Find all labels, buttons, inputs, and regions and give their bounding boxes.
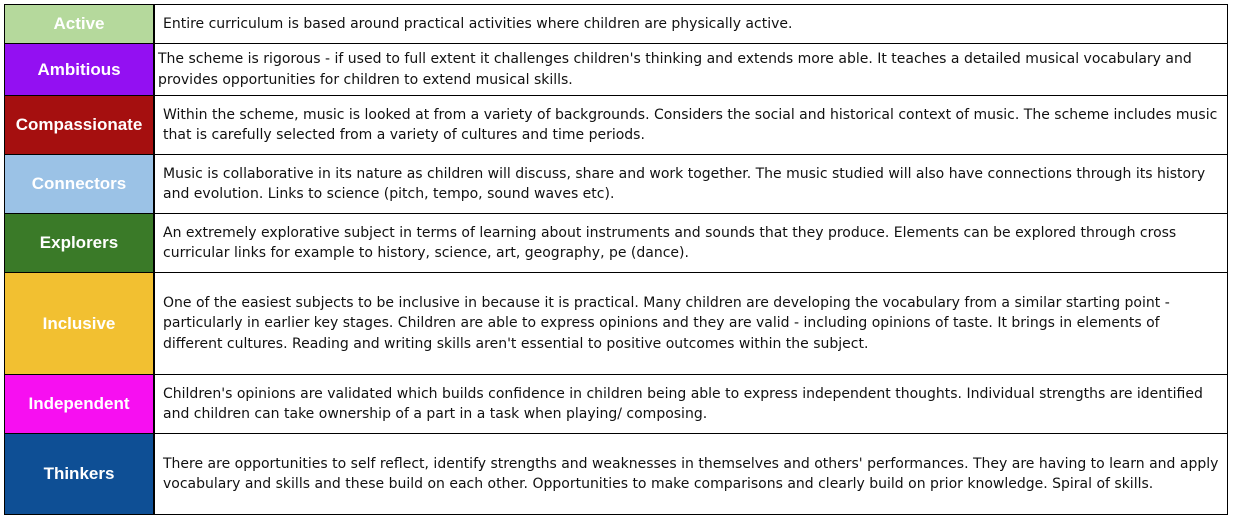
desc-independent: Children's opinions are validated which builds confidence in children being able to express independent thoughts. Individual strengths are identified and children can take ownership of a part in a task when playing/ composing. (155, 375, 1228, 434)
desc-ambitious: The scheme is rigorous - if used to full extent it challenges children's thinking and extends more able. It teaches a detailed musical vocabulary and provides opportunities for children to extend musical skills. (155, 44, 1228, 96)
desc-thinkers: There are opportunities to self reflect, identify strengths and weaknesses in themselves and others' performances. They are having to learn and apply vocabulary and skills and these build on each other. Opportunities to make comparisons and clearly build on prior knowledge. Spiral of skills. (155, 434, 1228, 515)
label-ambitious: Ambitious (5, 44, 155, 96)
label-explorers: Explorers (5, 214, 155, 273)
label-independent: Independent (5, 375, 155, 434)
label-compassionate: Compassionate (5, 96, 155, 155)
desc-explorers: An extremely explorative subject in terms of learning about instruments and sounds that they produce. Elements can be explored through cross curricular links for example to history, science, art, geography, pe (dance). (155, 214, 1228, 273)
label-active: Active (5, 5, 155, 44)
desc-connectors: Music is collaborative in its nature as children will discuss, share and work together. The music studied will also have connections through its history and evolution. Links to science (pitch, tempo, sound waves etc). (155, 155, 1228, 214)
values-table (4, 4, 1228, 515)
desc-active: Entire curriculum is based around practical activities where children are physically active. (155, 5, 1228, 44)
label-thinkers: Thinkers (5, 434, 155, 515)
label-connectors: Connectors (5, 155, 155, 214)
label-inclusive: Inclusive (5, 273, 155, 375)
desc-inclusive: One of the easiest subjects to be inclusive in because it is practical. Many children are developing the vocabulary from a similar starting point - particularly in earlier key stages. Children are able to express opinions and they are valid - including opinions of taste. It brings in elements of different cultures. Reading and writing skills aren't essential to positive outcomes within the subject. (155, 273, 1228, 375)
desc-compassionate: Within the scheme, music is looked at from a variety of backgrounds. Considers the social and historical context of music. The scheme includes music that is carefully selected from a variety of cultures and time periods. (155, 96, 1228, 155)
